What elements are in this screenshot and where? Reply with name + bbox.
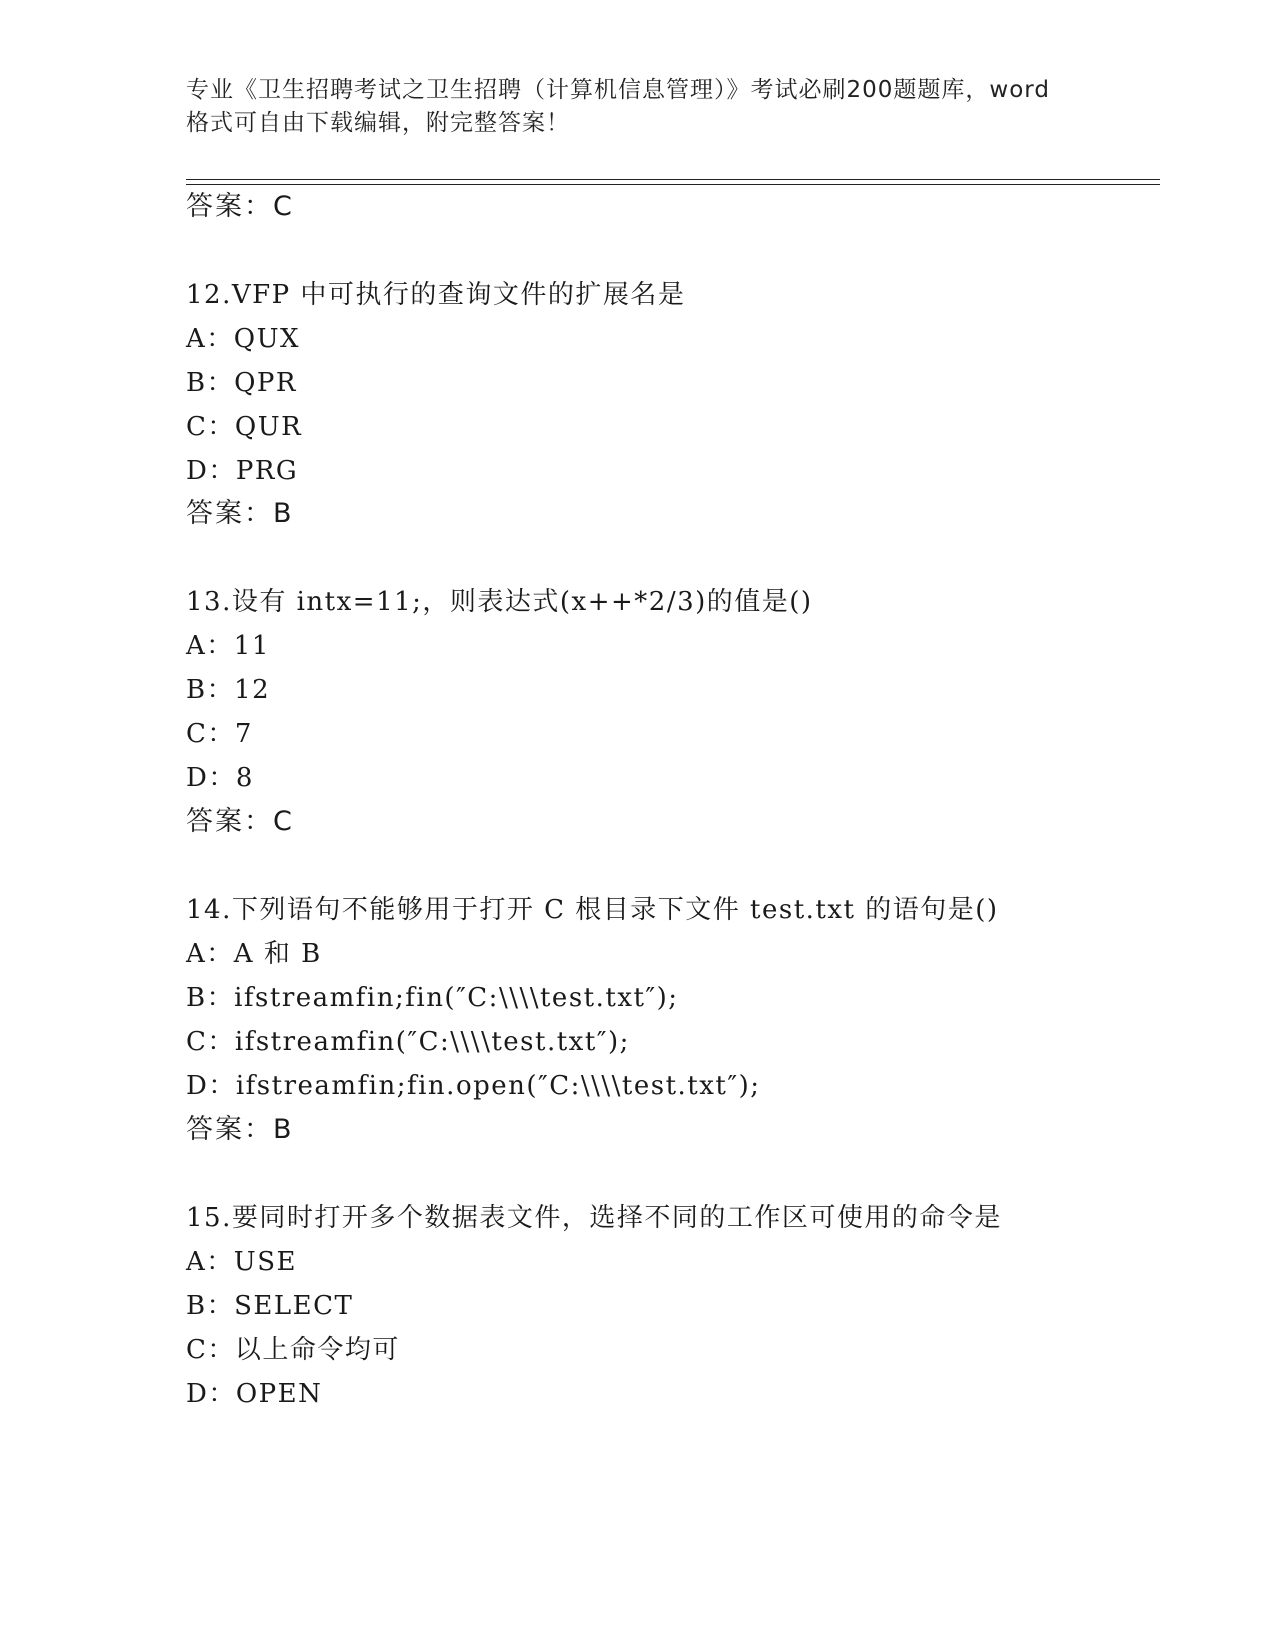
option-a: A：11	[186, 631, 270, 661]
option-d: D：PRG	[186, 456, 299, 486]
question-stem: 15.要同时打开多个数据表文件，选择不同的工作区可使用的命令是	[186, 1203, 1002, 1233]
option-b: B：QPR	[186, 368, 297, 398]
header-line-2: 格式可自由下载编辑，附完整答案！	[186, 110, 570, 136]
option-b: B：SELECT	[186, 1291, 354, 1321]
option-d: D：OPEN	[186, 1379, 323, 1409]
header-divider-bottom	[186, 184, 1160, 185]
option-c: C：以上命令均可	[186, 1335, 400, 1365]
header-divider-top	[186, 179, 1160, 180]
option-c: C：QUR	[186, 412, 303, 442]
answer-line: 答案：B	[186, 498, 294, 529]
option-c: C：ifstreamfin(″C:\\\\test.txt″);	[186, 1027, 630, 1057]
answer-line: 答案：C	[186, 806, 294, 837]
option-c: C：7	[186, 719, 253, 749]
question-stem: 14.下列语句不能够用于打开 C 根目录下文件 test.txt 的语句是()	[186, 895, 999, 925]
answer-line: 答案：C	[186, 191, 294, 222]
option-a: A：A 和 B	[186, 939, 322, 969]
question-stem: 13.设有 intx=11;，则表达式(x++*2/3)的值是()	[186, 587, 813, 617]
option-a: A：USE	[186, 1247, 297, 1277]
option-b: B：ifstreamfin;fin(″C:\\\\test.txt″);	[186, 983, 679, 1013]
option-a: A：QUX	[186, 324, 301, 354]
option-d: D：ifstreamfin;fin.open(″C:\\\\test.txt″);	[186, 1071, 761, 1101]
option-b: B：12	[186, 675, 271, 705]
option-d: D：8	[186, 763, 254, 793]
answer-line: 答案：B	[186, 1114, 294, 1145]
header-line-1: 专业《卫生招聘考试之卫生招聘（计算机信息管理）》考试必刷200题题库，word	[186, 77, 1050, 103]
document-header	[186, 74, 1086, 140]
question-stem: 12.VFP 中可执行的查询文件的扩展名是	[186, 280, 686, 310]
